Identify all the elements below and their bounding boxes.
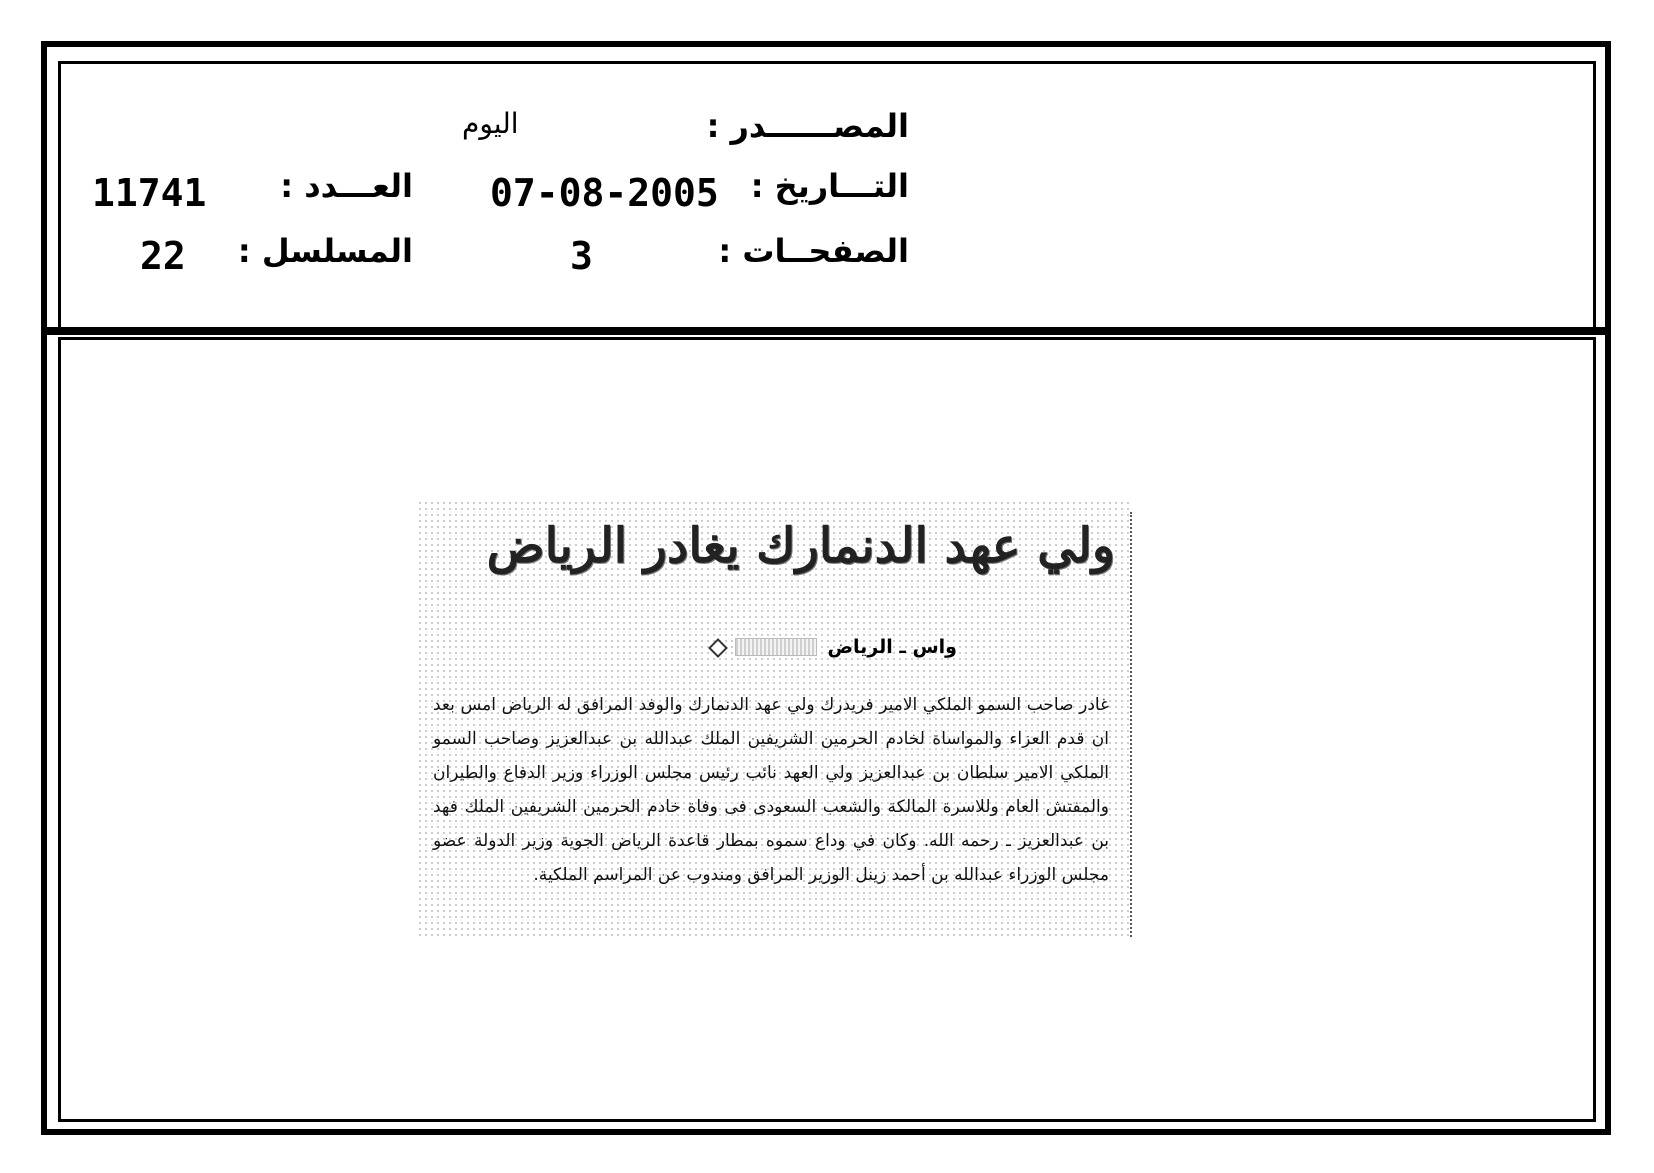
article-byline: واس ـ الرياض [827, 636, 957, 658]
byline-row [627, 630, 957, 664]
byline-decoration [735, 638, 817, 656]
serial-value: 22 [140, 234, 186, 278]
article-body: غادر صاحب السمو الملكي الامير فريدرك ولي عهد الدنمارك والوفد المرافق له الرياض امس بعد ان قدم العزاء والمواساة لخادم الحرمين الشريفين الملك عبدالله بن عبدالعزيز وصاحب السمو الملكي الامير سلطان بن عبدالعزيز ولي العهد نائب رئيس مجلس الوزراء وزير الدفاع والطيران والمفتش العام وللاسرة المالكة والشعب السعودى فى وفاة خادم الحرمين الشريفين الملك فهد بن عبدالعزيز ـ رحمه الله. وكان في وداع سموه بمطار قاعدة الرياض الجوية وزير الدولة عضو مجلس الوزراء عبدالله بن أحمد زينل الوزير المرافق ومندوب عن المراسم الملكية. [433, 695, 1109, 885]
header-divider [41, 327, 1611, 335]
date-label: التـــاريخ : [750, 167, 909, 205]
diamond-icon [709, 639, 725, 655]
source-value: اليوم [462, 107, 519, 140]
column-rule [1130, 512, 1132, 937]
article-clipping [417, 500, 1129, 937]
pages-label: الصفحــات : [718, 232, 909, 270]
issue-value: 11741 [92, 171, 207, 215]
source-label: المصــــــدر : [706, 107, 909, 145]
pages-value: 3 [570, 234, 593, 278]
issue-label: العـــدد : [280, 167, 413, 205]
date-value: 07-08-2005 [490, 171, 719, 215]
article-headline: ولي عهد الدنمارك يغادر الرياض [486, 518, 1115, 574]
serial-label: المسلسل : [237, 232, 413, 270]
